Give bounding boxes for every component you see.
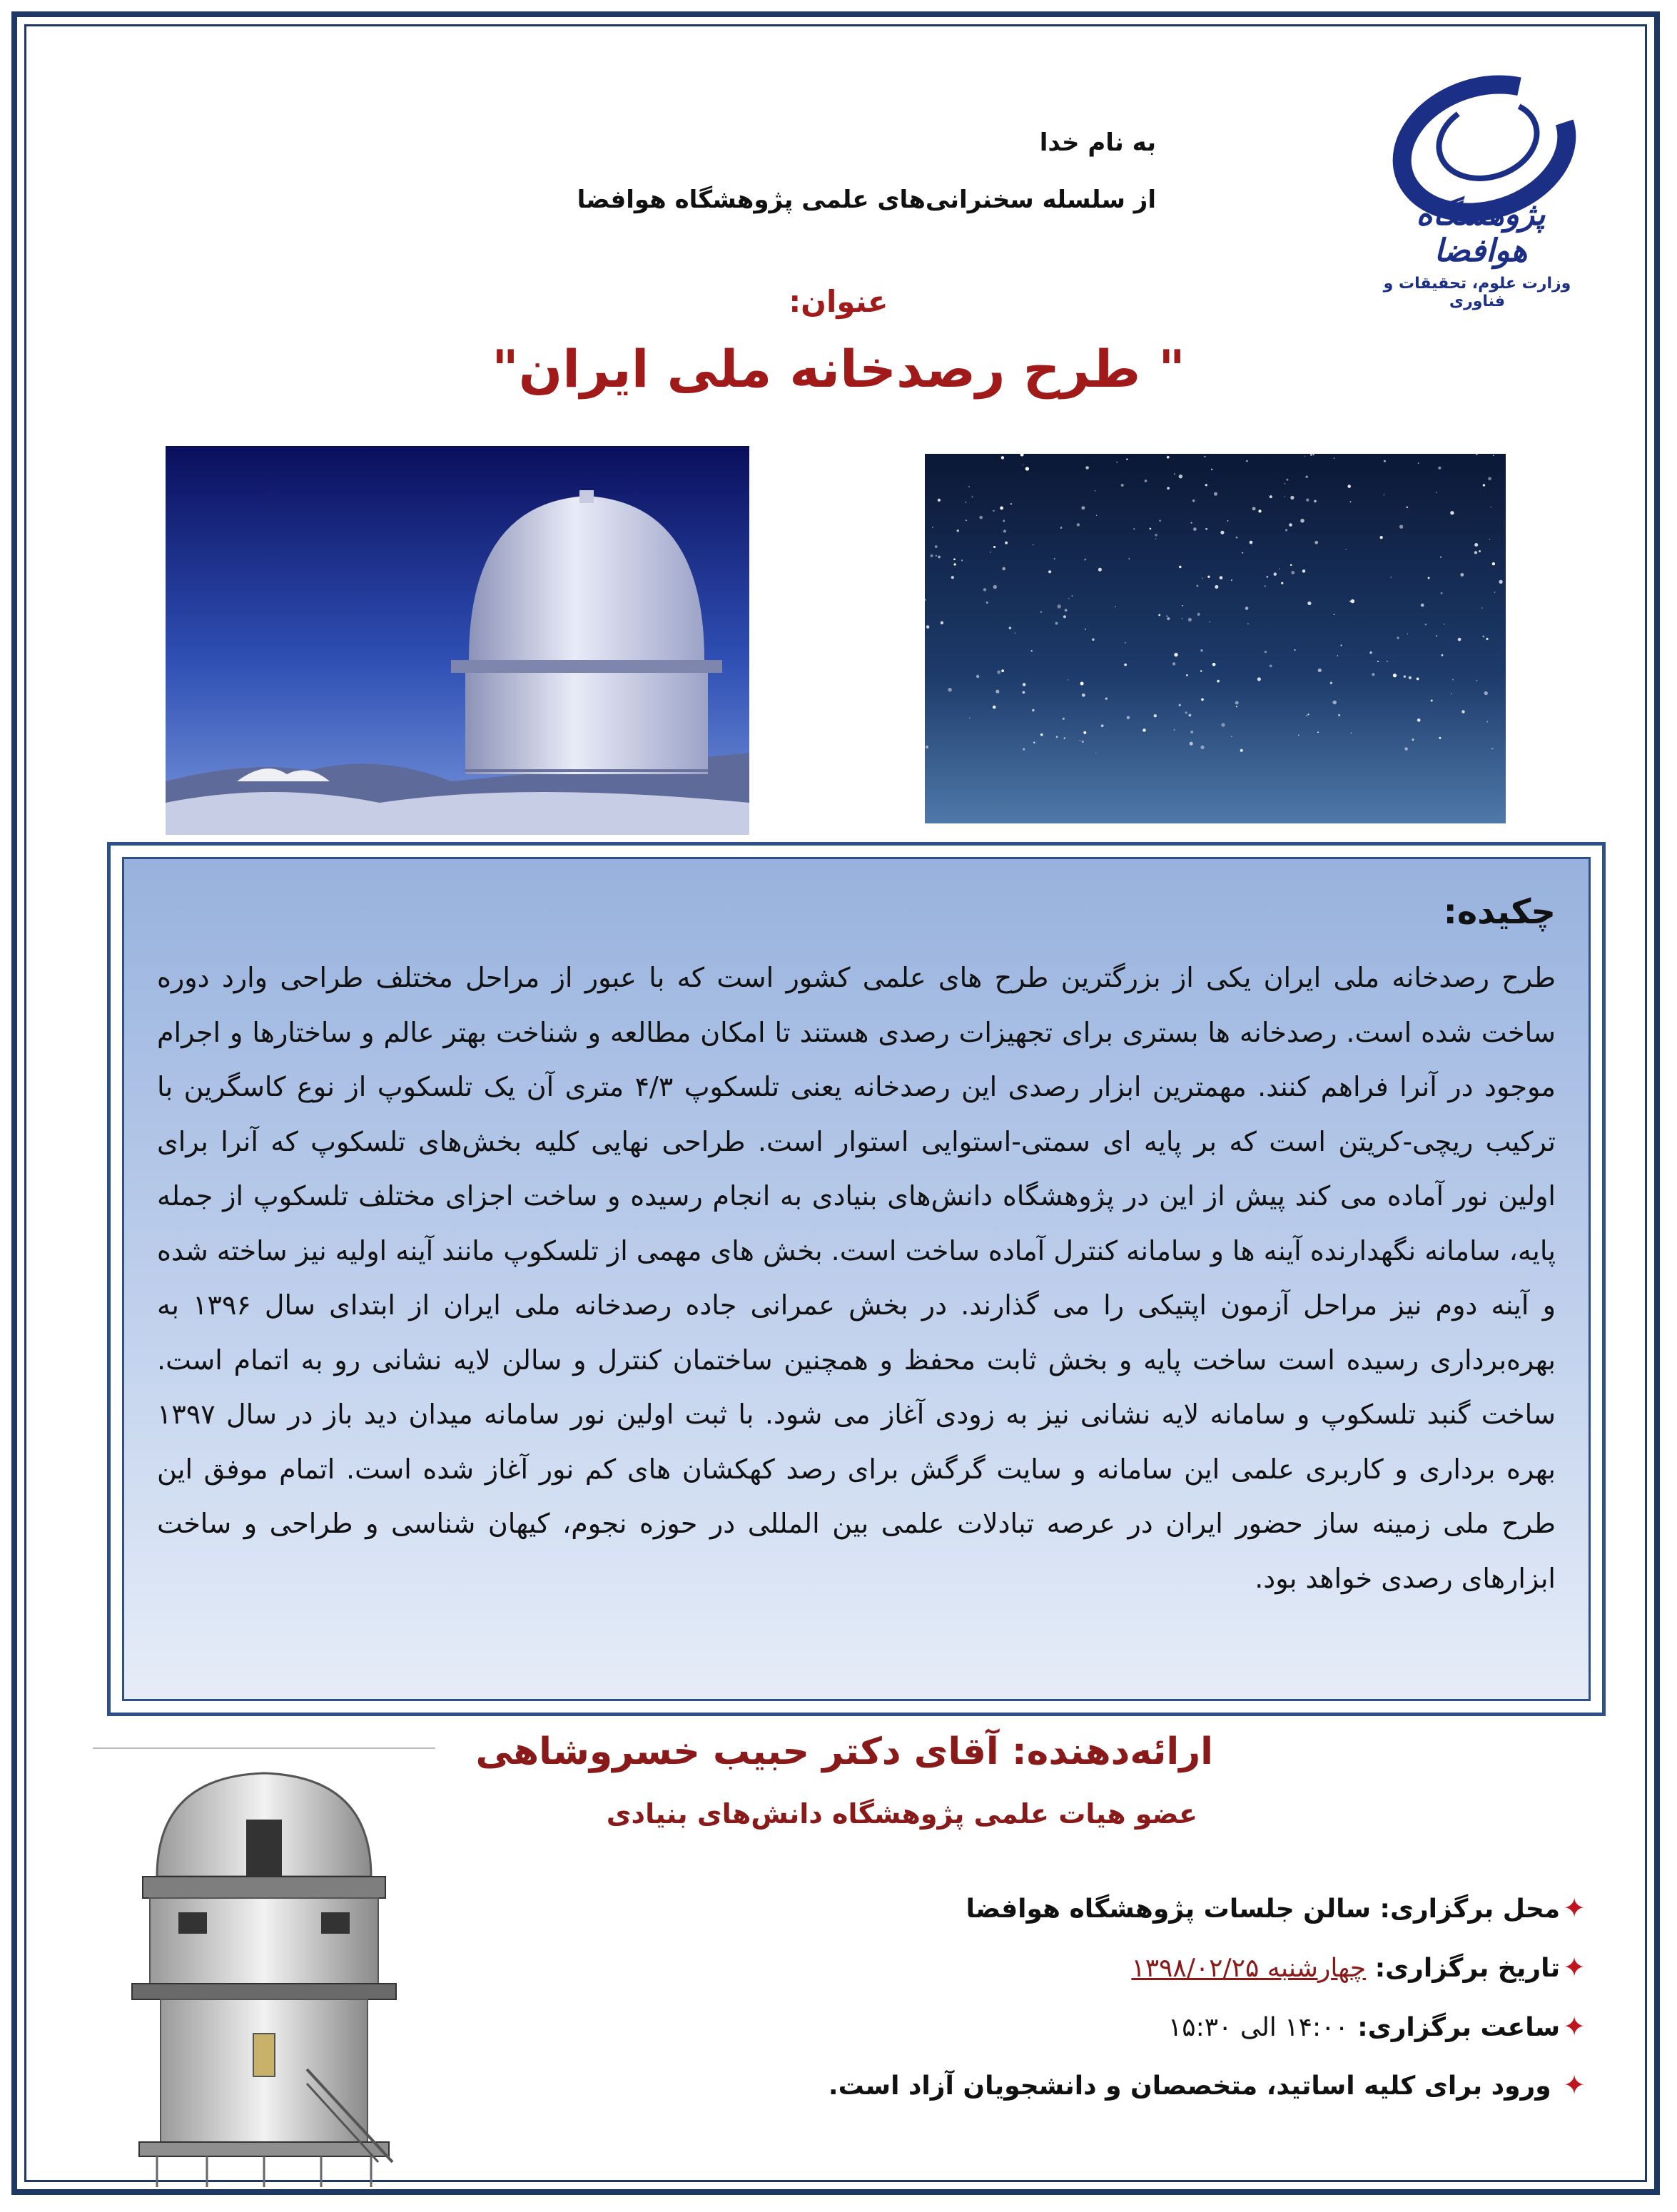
bullet-star-icon: ✦ — [1563, 2011, 1586, 2042]
presenter-name: ارائه‌دهنده: آقای دکتر حبیب خسروشاهی — [475, 1730, 1213, 1773]
abstract-heading: چکیده: — [1443, 892, 1556, 932]
bullet-star-icon: ✦ — [1563, 1952, 1586, 1983]
telescope-building-drawing — [93, 1734, 435, 2191]
info-entry — [301, 2069, 1586, 2101]
logo-ministry: وزارت علوم، تحقیقات و فناوری — [1383, 275, 1571, 310]
presenter-affiliation: عضو هیات علمی پژوهشگاه دانش‌های بنیادی — [606, 1798, 1197, 1830]
venue-value: سالن جلسات پژوهشگاه هوافضا — [966, 1894, 1371, 1924]
date-value: چهارشنبه ۱۳۹۸/۰۲/۲۵ — [1131, 1954, 1367, 1983]
bismillah: به نام خدا — [1039, 128, 1156, 157]
date-label: تاریخ برگزاری: — [1374, 1954, 1561, 1983]
abstract-text: طرح رصدخانه ملی ایران یکی از بزرگترین طرح های علمی کشور است که با عبور از مراحل مختلف طراحی وارد دوره ساخت شده است. رصدخانه ها بستری برای تجهیزات رصدی هستند تا امکان مطالعه و شناخت بهتر عالم و ساختارها و اجرام موجود در آنرا فراهم کنند. مهمترین ابزار رصدی این رصدخانه یعنی تلسکوپ ۴/۳ متری آن یک تلسکوپ از نوع کاسگرین با ترکیب ریچی-کریتن است که بر پایه ای سمتی-استوایی استوار است. طراحی نهایی کلیه بخش‌های تلسکوپ که آنرا برای اولین نور آماده می کند پیش از این در پژوهشگاه دانش‌های بنیادی به انجام رسیده و ساخت اجزای مختلف تلسکوپ از جمله پایه، سامانه نگهدارنده آینه ها و سامانه کنترل آماده ساخت است. بخش های مهمی از تلسکوپ مانند آینه اولیه نیز ساخته شده و آینه دوم نیز مراحل آزمون اپتیکی را می گذارند. در بخش عمرانی جاده رصدخانه ملی ایران از ابتدای سال ۱۳۹۶ به بهره‌برداری رسیده است ساخت پایه و بخش ثابت محفظ و همچنین ساختمان کنترل و سالن لایه نشانی رو به اتمام است. ساخت گنبد تلسکوپ و سامانه لایه نشانی نیز به زودی آغاز می شود. با ثبت اولین نور سامانه میدان دید باز در سال ۱۳۹۷ بهره برداری و کاربری علمی این سامانه و سایت گرگش برای رصد کهکشان های کم نور آغاز شده است. اتمام موفق این طرح ملی زمینه ساز حضور ایران در عرصه تبادلات علمی بین المللی در حوزه نجوم، کیهان شناسی و طراحی و ساخت ابزارهای رصدی خواهد بود. — [157, 962, 1556, 1594]
abstract-panel — [122, 857, 1591, 1701]
title-label: عنوان: — [789, 284, 888, 319]
lecture-series: از سلسله سخنرانی‌های علمی پژوهشگاه هوافضا — [577, 186, 1156, 214]
bullet-star-icon: ✦ — [1563, 2069, 1586, 2101]
observatory-photo — [166, 446, 749, 835]
time-label: ساعت برگزاری: — [1357, 2013, 1561, 2042]
institute-logo-icon — [1359, 63, 1602, 305]
info-venue — [301, 1892, 1586, 1924]
abstract-box — [107, 842, 1606, 1716]
info-date — [301, 1952, 1586, 1983]
entry-note: ورود برای کلیه اساتید، متخصصان و دانشجویان آزاد است. — [828, 2071, 1551, 2101]
info-time — [301, 2011, 1586, 2042]
venue-label: محل برگزاری: — [1379, 1894, 1561, 1924]
bullet-star-icon: ✦ — [1563, 1892, 1586, 1924]
logo-wordmark: پژوهشگاه هوافضا — [1416, 196, 1546, 269]
starry-sky-photo — [925, 454, 1506, 823]
lecture-title: " طرح رصدخانه ملی ایران" — [492, 339, 1185, 399]
time-value: ۱۴:۰۰ الی ۱۵:۳۰ — [1167, 2013, 1349, 2042]
